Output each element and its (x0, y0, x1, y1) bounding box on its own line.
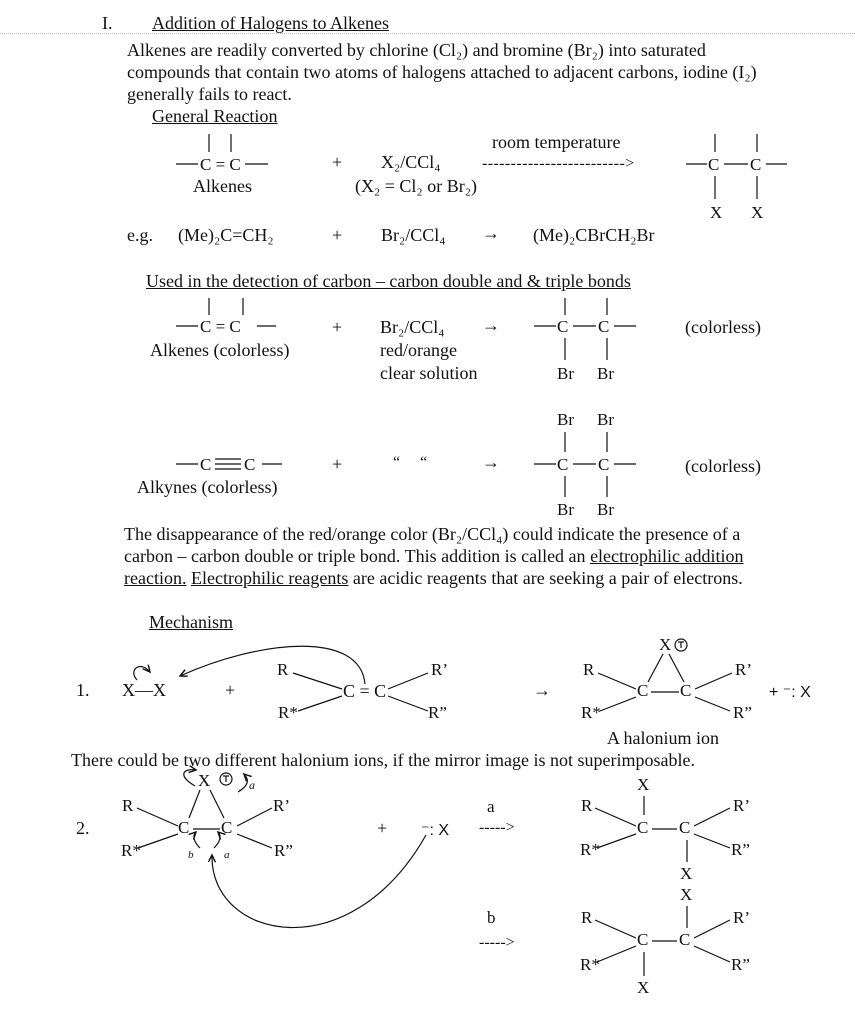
svg-text:C: C (598, 317, 610, 336)
term-electrophilic-reagents: Electrophilic reagents (190, 568, 349, 588)
alkenes-label: Alkenes (193, 176, 252, 196)
bridged-x: X (198, 771, 211, 790)
step2-c-right: C (221, 818, 233, 837)
reagent-x2: X₂/CCl₄ (381, 152, 441, 172)
svg-text:C: C (708, 155, 720, 174)
prod-a-c-right: C (679, 818, 691, 837)
prod-b-r-dprime: R” (731, 955, 750, 974)
reagent-state: clear solution (380, 363, 478, 383)
result-colorless-1: (colorless) (685, 317, 761, 337)
detection-alkene-structure (176, 298, 276, 336)
halonium-r: R (583, 660, 595, 679)
step1-arrow: → (533, 680, 551, 700)
prod-b-c-right: C (679, 930, 691, 949)
alkene-cc: C = C (343, 681, 387, 701)
halonium-x: X (659, 635, 672, 654)
explanation-text-1: The disappearance of the red/orange color (Br₂/CCl₄) could indicate the presence of a carbon – carbon double or triple bond. This addition is called an (124, 524, 741, 566)
prod-b-c-left: C (637, 930, 649, 949)
product-x-right: X (751, 203, 764, 222)
alkene-r: R (277, 660, 289, 679)
alkene-r-dprime: R” (428, 703, 447, 722)
svg-text:C: C (200, 455, 212, 474)
alkene-r-prime: R’ (431, 660, 448, 679)
alkene-colorless-label: Alkenes (colorless) (150, 340, 290, 360)
br-bottom-left-1: Br (557, 364, 574, 383)
step2-r-prime: R’ (273, 796, 290, 815)
example-reagent: Br₂/CCl₄ (381, 225, 446, 245)
svg-text:C: C (598, 455, 610, 474)
prod-b-r-star: R* (580, 955, 600, 974)
prod-b-x-top: X (680, 885, 693, 904)
reagent-note: (X₂ = Cl₂ or Br₂) (355, 176, 477, 196)
condition-label: room temperature (492, 132, 621, 152)
halonium-structure (598, 639, 732, 711)
prod-a-r-dprime: R” (731, 840, 750, 859)
prod-b-r: R (581, 908, 593, 927)
svg-text:C: C (557, 455, 569, 474)
br-bottom-right-2: Br (597, 500, 614, 519)
br-top-left-2: Br (557, 410, 574, 429)
step2-anion: ⁻: X (421, 822, 450, 839)
reagent-color: red/orange (380, 340, 457, 360)
prod-a-r-star: R* (580, 840, 600, 859)
alkyne-colorless-label: Alkynes (colorless) (137, 477, 278, 497)
detection-arrow-2: → (482, 452, 500, 472)
prod-a-r: R (581, 796, 593, 815)
bridged-halonium-structure (137, 770, 272, 848)
arrow-label-a: a (249, 778, 255, 792)
detection-plus-1: + (332, 317, 343, 337)
example-arrow: → (482, 223, 500, 243)
svg-text:C: C (557, 317, 569, 336)
term-electrophilic-addition: electrophilic addition reaction. (124, 546, 744, 588)
step2-r-star: R* (121, 841, 141, 860)
prod-b-x-bottom: X (637, 978, 650, 997)
path-a-label: a (487, 797, 495, 816)
br-bottom-left-2: Br (557, 500, 574, 519)
prod-a-r-prime: R’ (733, 796, 750, 815)
bond-label-b: b (188, 849, 194, 861)
example-product: (Me)₂CBrCH₂Br (533, 225, 655, 245)
product-b-bonds (595, 906, 730, 976)
halogen-molecule: X—X (122, 680, 166, 700)
step2-r-dprime: R” (274, 841, 293, 860)
nucleophile-attack-arrow (212, 835, 426, 928)
svg-text:C = C: C = C (200, 155, 241, 174)
example-plus: + (332, 225, 343, 245)
prod-a-x-bottom: X (680, 864, 693, 883)
prod-b-r-prime: R’ (733, 908, 750, 927)
alkene-r-star: R* (278, 703, 298, 722)
br-bottom-right-1: Br (597, 364, 614, 383)
dashed-arrow: -------------------------> (482, 155, 635, 172)
example-prefix: e.g. (127, 225, 153, 245)
general-alkene-structure (176, 134, 268, 174)
prod-a-x-top: X (637, 775, 650, 794)
detection-reagent: Br₂/CCl₄ (380, 317, 445, 337)
step1-curved-arrows (134, 646, 365, 684)
general-reaction-heading: General Reaction (152, 106, 278, 126)
section-numeral: I. (102, 13, 113, 33)
example-reactant: (Me)₂C=CH₂ (178, 225, 274, 245)
alkyne-structure (176, 455, 282, 474)
halonium-c-left: C (637, 681, 649, 700)
general-product-structure (686, 134, 787, 199)
path-a-arrow: -----> (479, 819, 515, 836)
halonium-c-right: C (680, 681, 692, 700)
ditto-marks: “ “ (393, 454, 428, 471)
halonium-r-star: R* (581, 703, 601, 722)
explanation-text-2: are acidic reagents that are seeking a pair of electrons. (348, 568, 743, 588)
br-top-right-2: Br (597, 410, 614, 429)
result-colorless-2: (colorless) (685, 456, 761, 476)
detection-arrow-1: → (482, 315, 500, 335)
intro-paragraph: Alkenes are readily converted by chlorine (Cl₂) and bromine (Br₂) into saturated compounds that contain two atoms of halogens attached to adjacent carbons, iodine (I₂) generally fails to react. (127, 40, 757, 104)
path-b-label: b (487, 908, 496, 927)
step1-number: 1. (76, 680, 90, 700)
mechanism-heading: Mechanism (149, 612, 233, 632)
dibromide-structure (534, 298, 636, 360)
product-x-left: X (710, 203, 723, 222)
plus-sign: + (332, 152, 343, 172)
step2-plus: + (377, 818, 388, 838)
section-title: Addition of Halogens to Alkenes (152, 13, 389, 33)
mirror-note: There could be two different halonium ions, if the mirror image is not superimposable. (71, 750, 696, 770)
halonium-r-dprime: R” (733, 703, 752, 722)
path-b-arrow: -----> (479, 934, 515, 951)
step2-r: R (122, 796, 134, 815)
svg-text:C = C: C = C (200, 317, 241, 336)
detection-heading: Used in the detection of carbon – carbon double and & triple bonds (146, 271, 631, 291)
detection-plus-2: + (332, 454, 343, 474)
step2-number: 2. (76, 818, 90, 838)
halonium-r-prime: R’ (735, 660, 752, 679)
halonium-label: A halonium ion (607, 728, 719, 748)
prod-a-c-left: C (637, 818, 649, 837)
step2-c-left: C (178, 818, 190, 837)
bond-label-a: a (224, 849, 230, 861)
svg-text:C: C (750, 155, 762, 174)
tetrabromide-structure (534, 432, 636, 497)
svg-text:C: C (244, 455, 256, 474)
step1-alkene-bonds (293, 673, 428, 711)
product-a-bonds (595, 796, 730, 862)
halide-anion: + ⁻: X (769, 684, 811, 701)
step1-plus: + (225, 680, 236, 700)
